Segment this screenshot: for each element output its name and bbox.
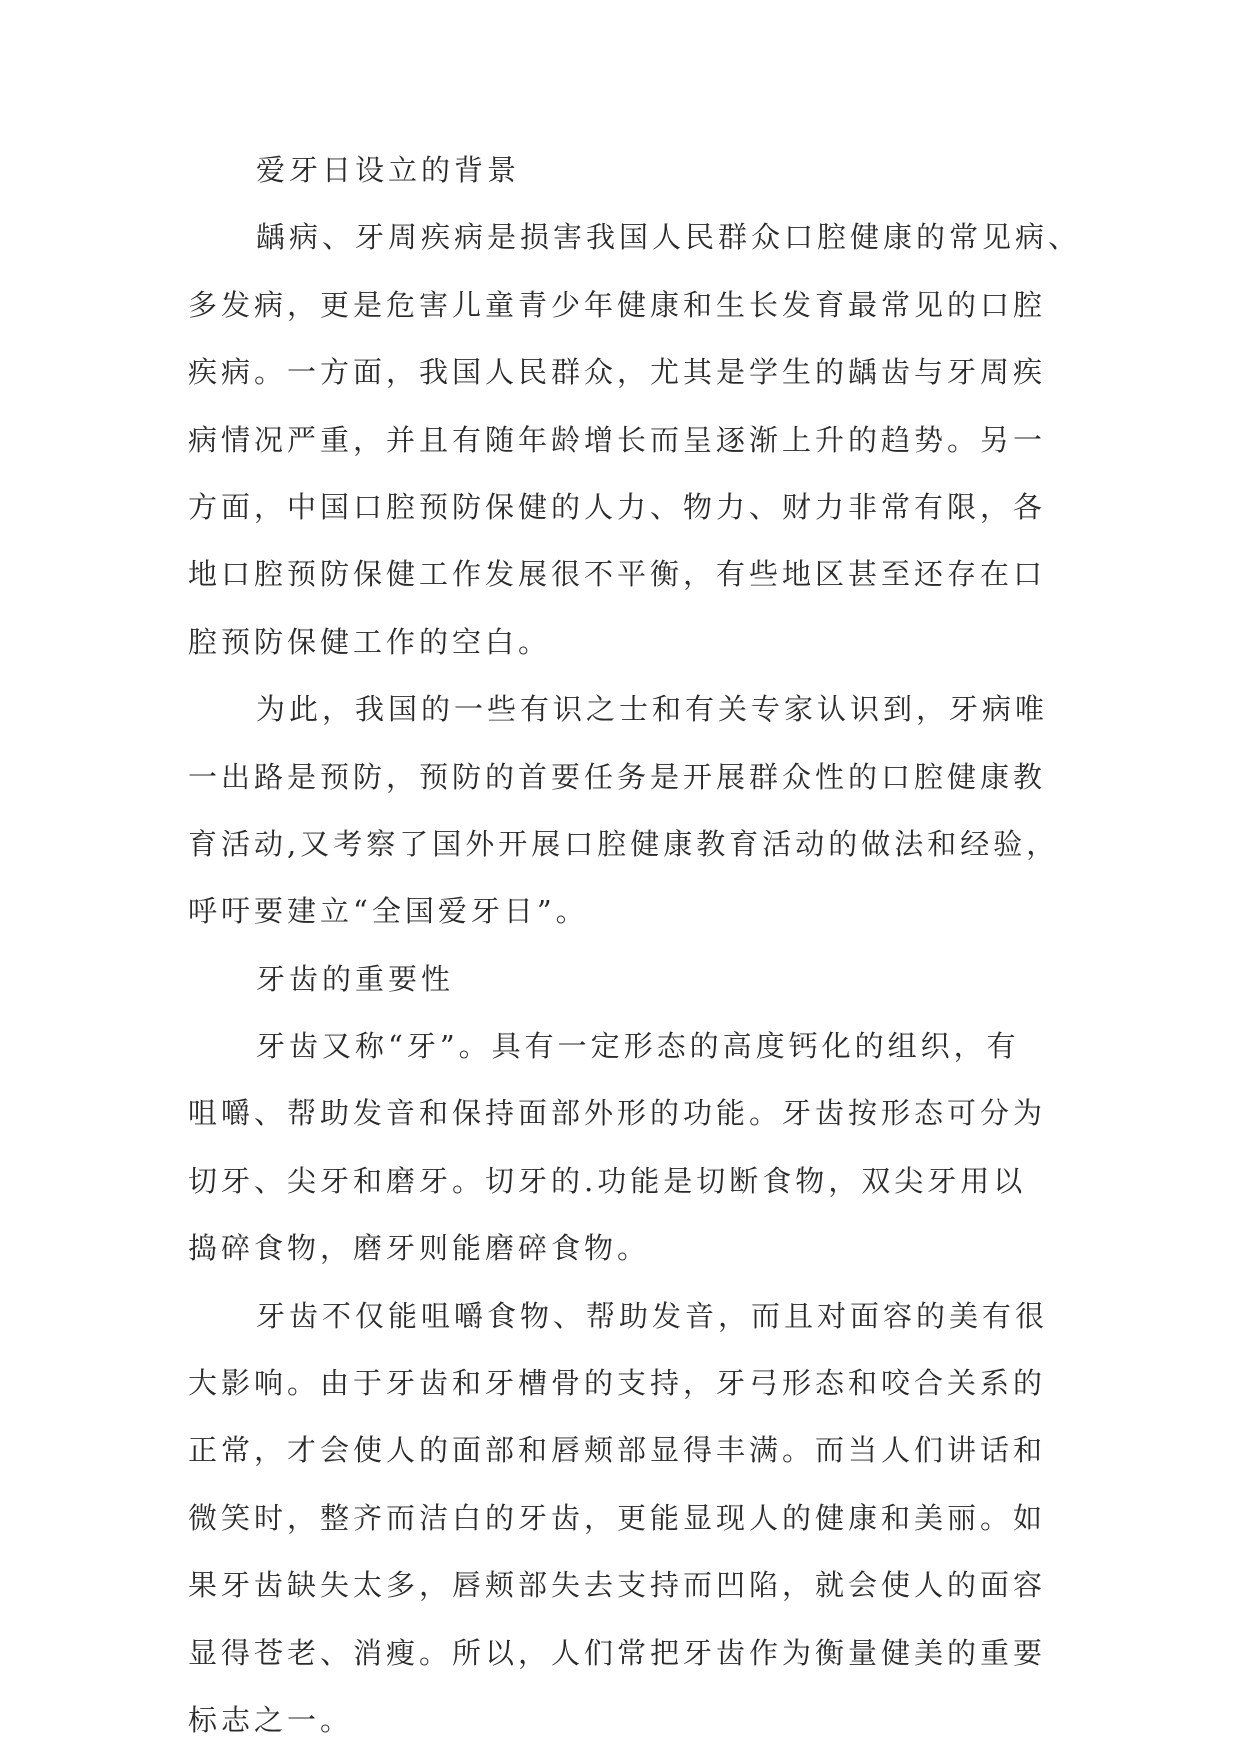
- paragraph-line: 育活动,又考察了国外开展口腔健康教育活动的做法和经验，: [188, 827, 1060, 861]
- paragraph-line: 多发病，更是危害儿童青少年健康和生长发育最常见的口腔: [188, 288, 1047, 322]
- paragraph-line: 龋病、牙周疾病是损害我国人民群众口腔健康的常见病、: [256, 220, 1082, 254]
- paragraph-line: 牙齿又称“牙”。具有一定形态的高度钙化的组织，有: [256, 1029, 1020, 1063]
- paragraph-line: 地口腔预防保健工作发展很不平衡，有些地区甚至还存在口: [188, 557, 1047, 591]
- paragraph-line: 标志之一。: [188, 1703, 354, 1737]
- paragraph-line: 微笑时，整齐而洁白的牙齿，更能显现人的健康和美丽。如: [188, 1501, 1047, 1535]
- paragraph-line: 一出路是预防，预防的首要任务是开展群众性的口腔健康教: [188, 760, 1047, 794]
- paragraph-line: 果牙齿缺失太多，唇颊部失去支持而凹陷，就会使人的面容: [188, 1568, 1047, 1602]
- section-heading-importance: 牙齿的重要性: [256, 962, 455, 996]
- paragraph-line: 大影响。由于牙齿和牙槽骨的支持，牙弓形态和咬合关系的: [188, 1366, 1047, 1400]
- paragraph-line: 显得苍老、消瘦。所以，人们常把牙齿作为衡量健美的重要: [188, 1636, 1047, 1670]
- paragraph-line: 疾病。一方面，我国人民群众，尤其是学生的龋齿与牙周疾: [188, 355, 1047, 389]
- paragraph-line: 为此，我国的一些有识之士和有关专家认识到，牙病唯: [256, 692, 1049, 726]
- paragraph-line: 捣碎食物，磨牙则能磨碎食物。: [188, 1231, 651, 1265]
- paragraph-line: 正常，才会使人的面部和唇颊部显得丰满。而当人们讲话和: [188, 1433, 1047, 1467]
- paragraph-line: 咀嚼、帮助发音和保持面部外形的功能。牙齿按形态可分为: [188, 1096, 1047, 1130]
- section-heading-background: 爱牙日设立的背景: [256, 153, 521, 187]
- paragraph-line: 切牙、尖牙和磨牙。切牙的.功能是切断食物，双尖牙用以: [188, 1164, 1027, 1198]
- paragraph-line: 牙齿不仅能咀嚼食物、帮助发音，而且对面容的美有很: [256, 1299, 1049, 1333]
- paragraph-line: 病情况严重，并且有随年龄增长而呈逐渐上升的趋势。另一: [188, 423, 1047, 457]
- paragraph-line: 腔预防保健工作的空白。: [188, 625, 552, 659]
- paragraph-line: 呼吁要建立“全国爱牙日”。: [188, 894, 589, 928]
- paragraph-line: 方面，中国口腔预防保健的人力、物力、财力非常有限，各: [188, 490, 1047, 524]
